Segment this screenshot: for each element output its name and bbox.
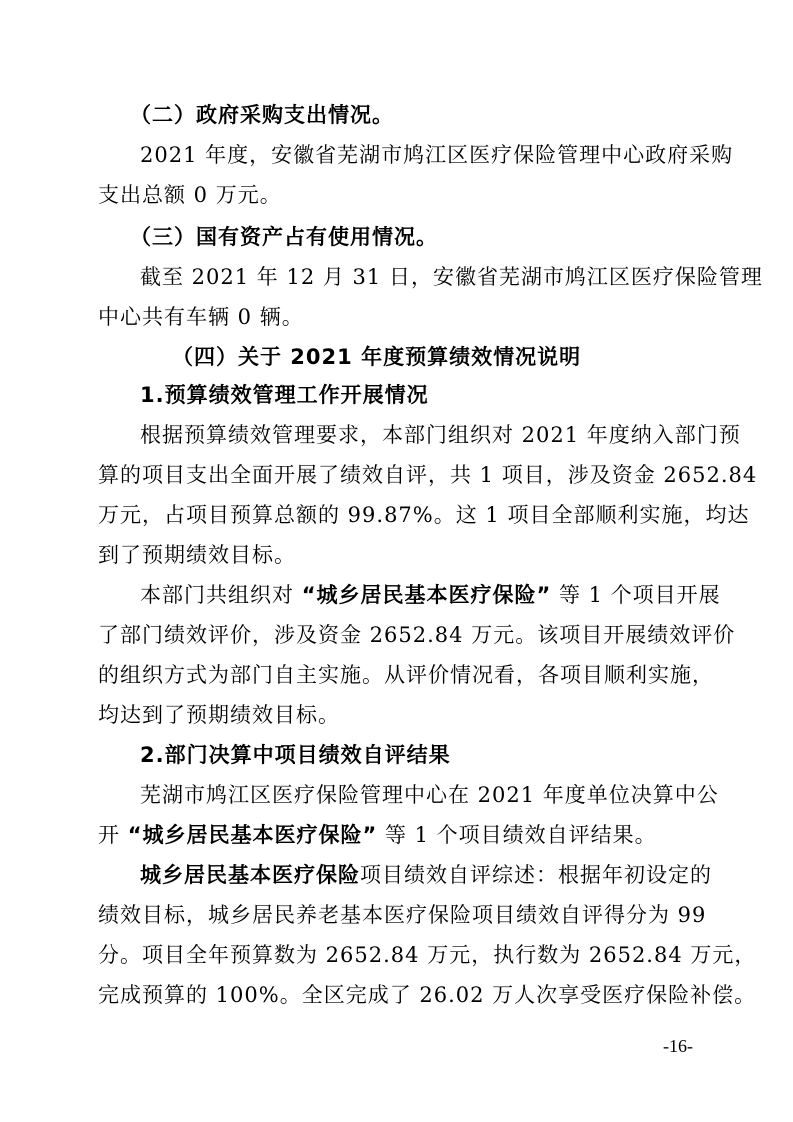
page-number: -16- bbox=[663, 1036, 693, 1056]
paragraph-line: 绩效目标，城乡居民养老基本医疗保险项目绩效自评得分为 99 bbox=[98, 903, 707, 927]
paragraph-line: 的组织方式为部门自主实施。从评价情况看，各项目顺利实施， bbox=[98, 663, 714, 687]
paragraph-line: 算的项目支出全面开展了绩效自评，共 1 项目，涉及资金 2652.84 bbox=[98, 463, 758, 487]
text-span: 项目绩效自评综述：根据年初设定的 bbox=[360, 863, 712, 887]
text-span: 等 1 个项目绩效自评结果。 bbox=[377, 823, 657, 847]
paragraph-line: 了部门绩效评价，涉及资金 2652.84 万元。该项目开展绩效评价 bbox=[98, 623, 736, 647]
project-name-bold: “城乡居民基本医疗保险” bbox=[301, 583, 552, 607]
paragraph-line bbox=[140, 580, 721, 610]
text-span: 等 1 个项目开展 bbox=[551, 583, 721, 607]
text-span: 开 bbox=[98, 823, 120, 847]
paragraph-line: 均达到了预期绩效目标。 bbox=[98, 703, 340, 727]
paragraph-line: 完成预算的 100%。全区完成了 26.02 万人次享受医疗保险补偿。 bbox=[98, 983, 757, 1007]
paragraph-line: 分。项目全年预算数为 2652.84 万元，执行数为 2652.84 万元， bbox=[98, 943, 757, 967]
project-name-bold: “城乡居民基本医疗保险” bbox=[127, 823, 378, 847]
section-heading-performance: （四）关于 2021 年度预算绩效情况说明 bbox=[172, 345, 582, 369]
text-span: 本部门共组织对 bbox=[140, 583, 294, 607]
paragraph-line bbox=[98, 820, 657, 850]
subsection-title: 1.预算绩效管理工作开展情况 bbox=[140, 383, 429, 407]
section-heading-procurement: （二）政府采购支出情况。 bbox=[130, 103, 394, 127]
section-heading-assets: （三）国有资产占有使用情况。 bbox=[130, 225, 438, 249]
paragraph-line: 支出总额 0 万元。 bbox=[98, 183, 282, 207]
paragraph-line: 2021 年度，安徽省芜湖市鸠江区医疗保险管理中心政府采购 bbox=[140, 143, 734, 167]
paragraph-line bbox=[140, 860, 712, 890]
project-name-bold: 城乡居民基本医疗保险 bbox=[140, 863, 360, 887]
paragraph-line: 到了预期绩效目标。 bbox=[98, 543, 296, 567]
paragraph-line: 万元，占项目预算总额的 99.87%。这 1 项目全部顺利实施，均达 bbox=[98, 503, 750, 527]
paragraph-line: 芜湖市鸠江区医疗保险管理中心在 2021 年度单位决算中公 bbox=[140, 783, 719, 807]
subsection-title: 2.部门决算中项目绩效自评结果 bbox=[140, 743, 451, 767]
paragraph-line: 根据预算绩效管理要求，本部门组织对 2021 年度纳入部门预 bbox=[140, 423, 741, 447]
paragraph-line: 中心共有车辆 0 辆。 bbox=[98, 305, 304, 329]
paragraph-line: 截至 2021 年 12 月 31 日，安徽省芜湖市鸠江区医疗保险管理 bbox=[140, 265, 763, 289]
